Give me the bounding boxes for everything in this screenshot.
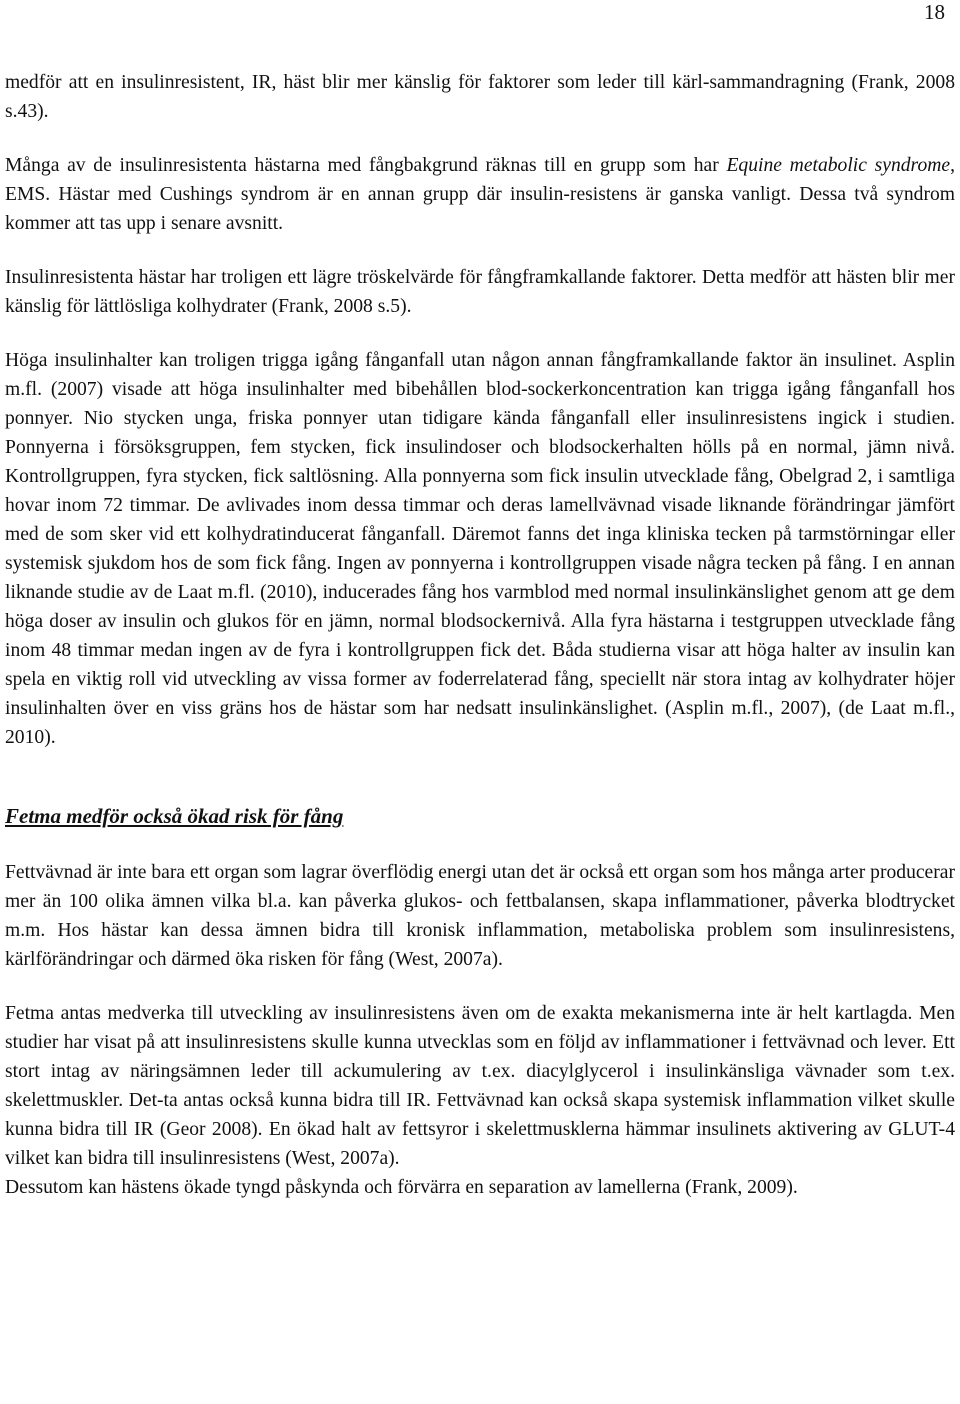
- document-body: [5, 68, 955, 1202]
- page-number: 18: [924, 0, 945, 24]
- paragraph-2-start: Många av de insulinresistenta hästarna med fångbakgrund räknas till en grupp som har: [5, 155, 727, 176]
- paragraph-4: Höga insulinhalter kan troligen trigga igång fånganfall utan någon annan fångframkallande faktor än insulinet. Asplin m.fl. (2007) visade att höga insulinhalter med bibehållen blod-sockerkoncentration kan trigga igång fånganfall hos ponnyer. Nio stycken unga, friska ponnyer utan tidigare kända fånganfall eller insulinresistens ingick i studien. Ponnyerna i försöksgruppen, fem stycken, fick insulindoser och blodsockerhalten hölls på en normal, jämn nivå. Kontrollgruppen, fyra stycken, fick saltlösning. Alla ponnyerna som fick insulin utvecklade fång, Obelgrad 2, i samtliga hovar inom 72 timmar. De avlivades inom dessa timmar och deras lamellvävnad visade liknande förändringar jämfört med de som sker vid ett kolhydratinducerat fånganfall. Däremot fanns det inga kliniska tecken på tarmstörningar eller systemisk sjukdom hos de som fick fång. Ingen av ponnyerna i kontrollgruppen visade några tecken på fång. I en annan liknande studie av de Laat m.fl. (2010), inducerades fång hos varmblod med normal insulinkänslighet genom att ge dem höga doser av insulin och glukos för en jämn, normal blodsockernivå. Alla fyra hästarna i testgruppen utvecklade fång inom 48 timmar medan ingen av de fyra i kontrollgruppen fick det. Båda studierna visar att höga halter av insulin kan spela en viktig roll vid utveckling av vissa former av foderrelaterad fång, speciellt när stora intag av kolhydrater höjer insulinhalten över en viss gräns hos de hästar som har nedsatt insulinkänslighet. (Asplin m.fl., 2007), (de Laat m.fl., 2010).: [5, 350, 955, 748]
- paragraph-7: Dessutom kan hästens ökade tyngd påskynda och förvärra en separation av lamellerna (Frank, 2009).: [5, 1177, 798, 1198]
- paragraph-5: Fettvävnad är inte bara ett organ som lagrar överflödig energi utan det är också ett organ som hos många arter producerar mer än 100 olika ämnen vilka bl.a. kan påverka glukos- och fettbalansen, skapa inflammationer, påverka blodtrycket m.m. Hos hästar kan dessa ämnen bidra till kronisk inflammation, metaboliska problem som insulinresistens, kärlförändringar och därmed öka risken för fång (West, 2007a).: [5, 862, 955, 970]
- paragraph-2-end: , EMS. Hästar med Cushings syndrom är en annan grupp där insulin-resistens är ganska vanligt. Dessa två syndrom kommer att tas upp i senare avsnitt.: [5, 155, 955, 234]
- paragraph-1: medför att en insulinresistent, IR, häst blir mer känslig för faktorer som leder till kärl-sammandragning (Frank, 2008 s.43).: [5, 72, 955, 122]
- paragraph-2-term: Equine metabolic syndrome: [726, 155, 951, 176]
- section-heading: Fetma medför också ökad risk för fång: [5, 804, 344, 828]
- paragraph-3: Insulinresistenta hästar har troligen ett lägre tröskelvärde för fångframkallande faktorer. Detta medför att hästen blir mer känslig för lättlösliga kolhydrater (Frank, 2008 s.5).: [5, 267, 955, 317]
- paragraph-2: [5, 151, 955, 238]
- paragraph-6: Fetma antas medverka till utveckling av insulinresistens även om de exakta mekanismerna inte är helt kartlagda. Men studier har visat på att insulinresistens skulle kunna utvecklas som en följd av inflammationer i fettvävnad och lever. Ett stort intag av näringsämnen leder till ackumulering av t.ex. diacylglycerol i insulinkänsliga vävnader som t.ex. skelettmuskler. Det-ta antas också kunna bidra till IR. Fettvävnad kan också skapa systemisk inflammation vilket skulle kunna bidra till IR (Geor 2008). En ökad halt av fettsyror i skelettmusklerna hämmar insulinets aktivering av GLUT-4 vilket kan bidra till insulinresistens (West, 2007a).: [5, 1003, 955, 1169]
